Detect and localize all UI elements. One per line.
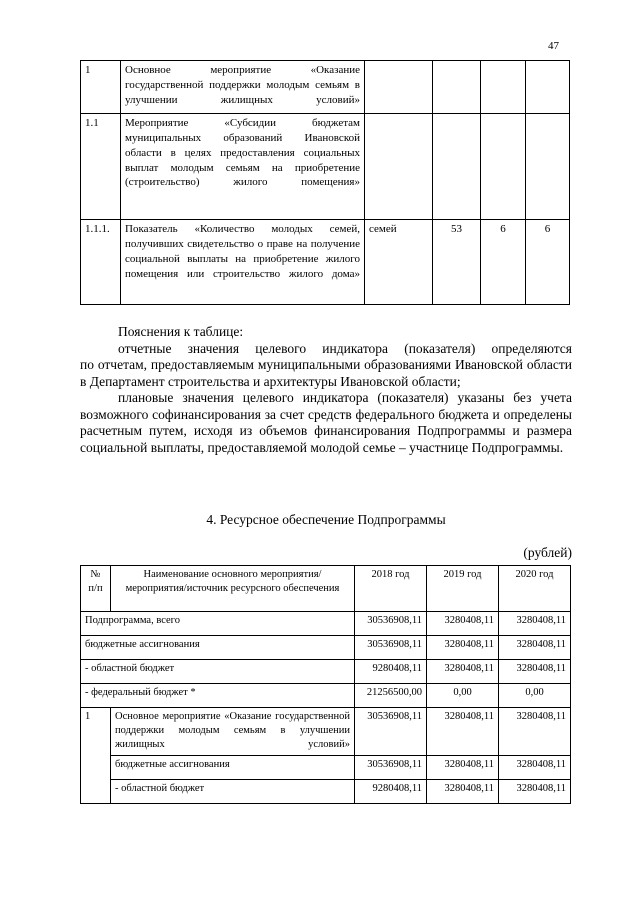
table-row	[81, 114, 570, 220]
row-label: бюджетные ассигнования	[111, 755, 355, 779]
value-2020: 3280408,11	[499, 660, 571, 684]
row-label: бюджетные ассигнования	[81, 636, 355, 660]
value-2018: 30536908,11	[355, 636, 427, 660]
explanation-title: Пояснения к таблице:	[118, 324, 244, 339]
row-name: Показатель «Количество молодых семей, получивших свидетельство о праве на получение социальной выплаты на приобретение жилого помещения или строительство жилого дома»	[121, 220, 365, 305]
row-value-2	[481, 61, 526, 114]
row-name: Мероприятие «Субсидии бюджетам муниципальных образований Ивановской области в целях предоставления социальных выплат молодым семьям на приобретение (строительство) жилого помещения»	[121, 114, 365, 220]
row-name: Основное мероприятие «Оказание государственной поддержки молодым семьям в улучшении жилищных условий»	[121, 61, 365, 114]
value-2020: 3280408,11	[499, 779, 571, 803]
header-name: Наименование основного мероприятия/мероприятия/источник ресурсного обеспечения	[111, 566, 355, 612]
value-2018: 30536908,11	[355, 755, 427, 779]
table-row	[81, 779, 571, 803]
table-row	[81, 612, 571, 636]
value-2019: 0,00	[427, 684, 499, 708]
table-row	[81, 755, 571, 779]
value-2020: 3280408,11	[499, 708, 571, 756]
page-number: 47	[548, 40, 559, 52]
header-row	[81, 566, 571, 612]
header-year-2019: 2019 год	[427, 566, 499, 612]
value-2019: 3280408,11	[427, 636, 499, 660]
row-label: - федеральный бюджет *	[81, 684, 355, 708]
table-row	[81, 708, 571, 756]
explanation-p1-rest: по отчетам, предоставляемым муниципальными образованиями Ивановской области в Департамент строительства и архитектуры Ивановской области;	[80, 357, 572, 389]
value-2020: 0,00	[499, 684, 571, 708]
row-value-3	[526, 61, 570, 114]
item-number: 1	[81, 708, 111, 804]
row-value-1	[433, 61, 481, 114]
header-year-2020: 2020 год	[499, 566, 571, 612]
row-value-2	[481, 114, 526, 220]
table-row	[81, 220, 570, 305]
row-label: - областной бюджет	[81, 660, 355, 684]
row-value-1	[433, 114, 481, 220]
header-year-2018: 2018 год	[355, 566, 427, 612]
value-2018: 9280408,11	[355, 779, 427, 803]
table-row	[81, 660, 571, 684]
value-2018: 9280408,11	[355, 660, 427, 684]
item-name: Основное мероприятие «Оказание государственной поддержки молодым семьям в улучшении жилищных условий»	[111, 708, 355, 756]
explanation-p2: плановые значения целевого индикатора (показателя) указаны без учета возможного софинансирования за счет средств федерального бюджета и определены расчетным путем, исходя из объемов финансирования Подпрограммы и размера социальной выплаты, предоставляемой молодой семье – участнице Подпрограммы.	[80, 390, 572, 455]
row-label: Подпрограмма, всего	[81, 612, 355, 636]
explanation-p1-first-line: отчетные значения целевого индикатора (показателя) определяются	[118, 340, 572, 356]
header-num: № п/п	[81, 566, 111, 612]
value-2018: 30536908,11	[355, 612, 427, 636]
row-value-3: 6	[526, 220, 570, 305]
row-value-2: 6	[481, 220, 526, 305]
row-number: 1.1	[81, 114, 121, 220]
resource-table	[80, 565, 571, 804]
table-row	[81, 684, 571, 708]
row-value-3	[526, 114, 570, 220]
table-explanation	[80, 324, 572, 456]
row-unit	[365, 114, 433, 220]
table-row	[81, 61, 570, 114]
value-2018: 21256500,00	[355, 684, 427, 708]
value-2019: 3280408,11	[427, 612, 499, 636]
row-number: 1	[81, 61, 121, 114]
row-value-1: 53	[433, 220, 481, 305]
table-row	[81, 636, 571, 660]
value-2020: 3280408,11	[499, 612, 571, 636]
value-2019: 3280408,11	[427, 708, 499, 756]
unit-label: (рублей)	[523, 545, 572, 560]
row-unit: семей	[365, 220, 433, 305]
row-label: - областной бюджет	[111, 779, 355, 803]
indicator-table	[80, 60, 570, 305]
value-2019: 3280408,11	[427, 755, 499, 779]
value-2019: 3280408,11	[427, 660, 499, 684]
section-heading: 4. Ресурсное обеспечение Подпрограммы	[206, 512, 446, 527]
value-2020: 3280408,11	[499, 636, 571, 660]
value-2020: 3280408,11	[499, 755, 571, 779]
row-unit	[365, 61, 433, 114]
value-2019: 3280408,11	[427, 779, 499, 803]
row-number: 1.1.1.	[81, 220, 121, 305]
value-2018: 30536908,11	[355, 708, 427, 756]
